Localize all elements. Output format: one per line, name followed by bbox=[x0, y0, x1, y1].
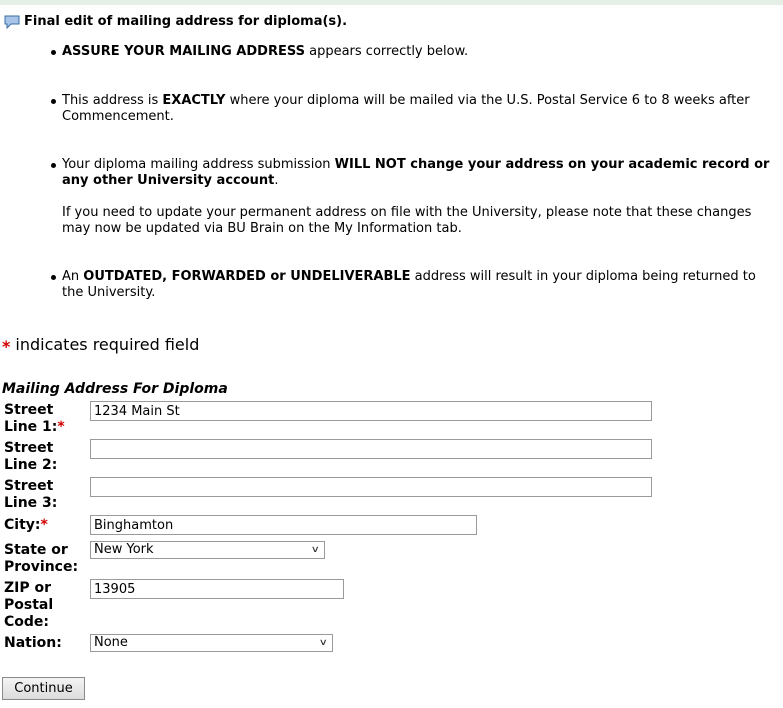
list-item: An OUTDATED, FORWARDED or UNDELIVERABLE address will result in your diploma being returned to the University. bbox=[0, 269, 783, 301]
nation-label: Nation: bbox=[4, 635, 62, 651]
page-title: Final edit of mailing address for diploma(s). bbox=[24, 14, 348, 29]
instructions-list bbox=[0, 44, 783, 301]
continue-button[interactable]: Continue bbox=[2, 677, 85, 700]
top-accent-bar bbox=[0, 0, 783, 5]
list-item: ASSURE YOUR MAILING ADDRESS appears correctly below. bbox=[0, 44, 783, 60]
street-line-3-label: Street Line 3: bbox=[4, 478, 58, 511]
state-label: State or Province: bbox=[4, 542, 79, 575]
street-line-3-input[interactable] bbox=[90, 477, 652, 497]
speech-bubble-icon bbox=[4, 15, 20, 29]
zip-label: ZIP or Postal Code: bbox=[4, 580, 54, 630]
street-line-2-label: Street Line 2: bbox=[4, 440, 58, 473]
info-header bbox=[4, 14, 347, 29]
required-field-note: * indicates required field bbox=[2, 335, 200, 356]
chevron-down-icon: ∨ bbox=[319, 638, 329, 648]
nation-select[interactable]: None ∨ bbox=[90, 634, 333, 652]
city-input[interactable] bbox=[90, 515, 477, 535]
street-line-1-input[interactable] bbox=[90, 401, 652, 421]
list-item: Your diploma mailing address submission WILL NOT change your address on your academic record or any other University account. If you need to update your permanent address on file with the University, please note that these changes may now be updated via BU Brain on the My Information tab. bbox=[0, 157, 783, 237]
form-title: Mailing Address For Diploma bbox=[2, 381, 228, 397]
street-line-1-label: Street Line 1:* bbox=[4, 402, 65, 435]
required-asterisk-icon: * bbox=[2, 337, 11, 356]
state-select[interactable]: New York ∨ bbox=[90, 541, 325, 559]
city-label: City:* bbox=[4, 517, 48, 533]
zip-input[interactable] bbox=[90, 579, 344, 599]
chevron-down-icon: ∨ bbox=[311, 545, 321, 555]
list-item: This address is EXACTLY where your diploma will be mailed via the U.S. Postal Service 6 to 8 weeks after Commencement. bbox=[0, 93, 783, 125]
street-line-2-input[interactable] bbox=[90, 439, 652, 459]
